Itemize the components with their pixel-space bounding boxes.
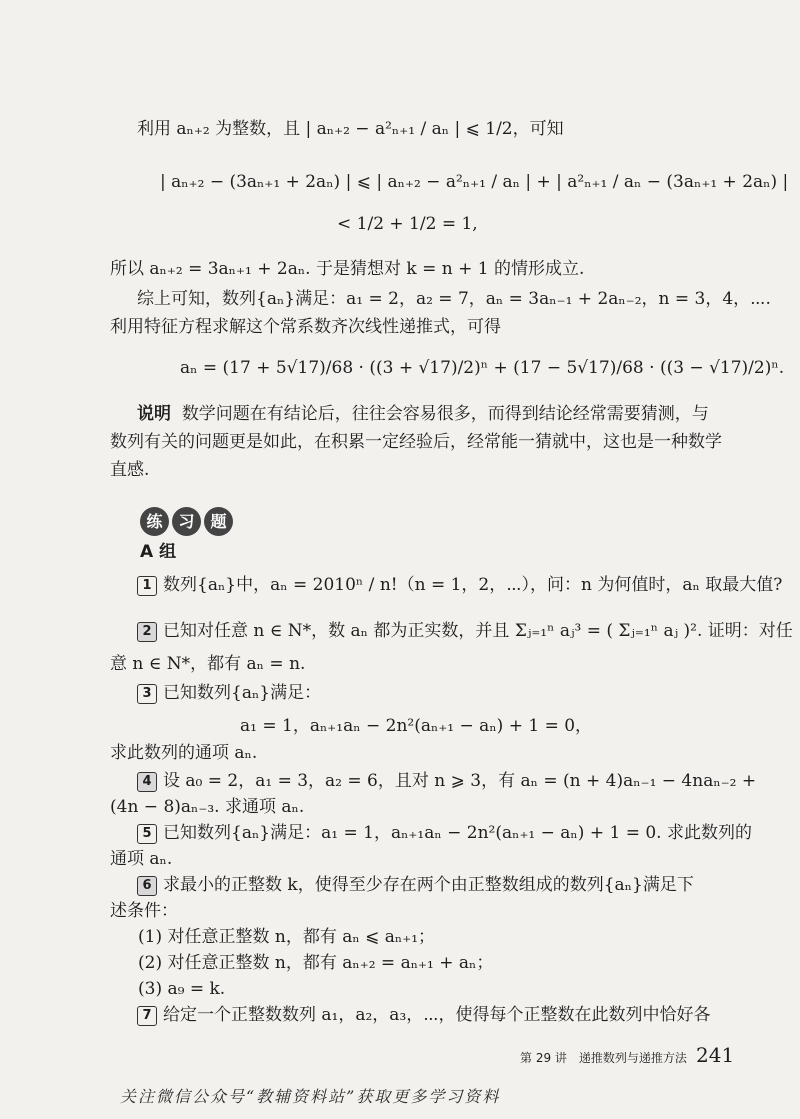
exercise-number-1: 1: [137, 576, 157, 596]
exercise-6-condition-1: (1) 对任意正整数 n，都有 aₙ ⩽ aₙ₊₁；: [138, 927, 436, 947]
chip-1: 练: [140, 507, 169, 536]
exercise-number-7: 7: [137, 1006, 157, 1026]
exercise-3-line-2: 求此数列的通项 aₙ.: [110, 743, 258, 763]
exercise-4-text: 设 a₀ = 2，a₁ = 3，a₂ = 6，且对 n ⩾ 3，有 aₙ = (n + 4)aₙ₋₁ − 4naₙ₋₂ +: [163, 771, 757, 791]
proof-line-4: 利用特征方程求解这个常系数齐次线性递推式，可得: [110, 317, 501, 337]
exercise-6-condition-3: (3) a₉ = k.: [138, 979, 226, 999]
exercise-number-3: 3: [137, 684, 157, 704]
note-line-1: [137, 403, 709, 425]
exercise-3-formula: a₁ = 1，aₙ₊₁aₙ − 2n²(aₙ₊₁ − aₙ) + 1 = 0，: [240, 716, 593, 736]
exercise-number-6: 6: [137, 876, 157, 896]
watermark-text: 关注微信公众号“教辅资料站”获取更多学习资料: [120, 1087, 501, 1106]
note-line-2: 数列有关的问题更是如此，在积累一定经验后，经常能一猜就中，这也是一种数学: [110, 432, 722, 452]
inequality-line-1: | aₙ₊₂ − (3aₙ₊₁ + 2aₙ) | ⩽ | aₙ₊₂ − a²ₙ₊₁ / aₙ | + | a²ₙ₊₁ / aₙ − (3aₙ₊₁ + 2aₙ) |: [160, 172, 789, 192]
chapter-title: 第 29 讲 递推数列与递推方法: [520, 1051, 687, 1065]
exercise-6: [137, 874, 694, 896]
note-text-1: 数学问题在有结论后，往往会容易很多，而得到结论经常需要猜测，与: [181, 404, 709, 424]
proof-line-3: 综上可知，数列{aₙ}满足：a₁ = 2，a₂ = 7，aₙ = 3aₙ₋₁ + 2aₙ₋₂，n = 3，4，⋯.: [137, 289, 771, 309]
exercise-4-line-2: (4n − 8)aₙ₋₃. 求通项 aₙ.: [110, 797, 305, 817]
exercise-2: [137, 620, 793, 642]
chip-3: 题: [204, 507, 233, 536]
exercise-5: [137, 822, 752, 844]
exercise-4: [137, 770, 756, 792]
proof-line-1: 利用 aₙ₊₂ 为整数，且 | aₙ₊₂ − a²ₙ₊₁ / aₙ | ⩽ 1/2，可知: [137, 119, 564, 139]
exercises-heading: [140, 507, 236, 536]
exercise-1: [137, 574, 782, 596]
exercise-3: [137, 682, 321, 704]
note-label: 说明: [137, 404, 171, 424]
exercise-2-line-2: 意 n ∈ N*，都有 aₙ = n.: [110, 654, 306, 674]
exercise-7: [137, 1004, 711, 1026]
running-footer: [520, 1043, 734, 1067]
exercise-6-text: 求最小的正整数 k，使得至少存在两个由正整数组成的数列{aₙ}满足下: [163, 875, 694, 895]
note-line-3: 直感.: [110, 460, 150, 480]
exercise-6-line-2: 述条件：: [110, 901, 178, 921]
exercise-number-4: 4: [137, 772, 157, 792]
group-title: A 组: [140, 542, 177, 562]
exercise-3-text: 已知数列{aₙ}满足：: [163, 683, 322, 703]
inequality-line-2: < 1/2 + 1/2 = 1,: [337, 214, 478, 234]
chip-2: 习: [172, 507, 201, 536]
exercise-1-text: 数列{aₙ}中，aₙ = 2010ⁿ / n!（n = 1，2，⋯），问：n 为何值时，aₙ 取最大值?: [163, 575, 783, 595]
proof-line-2: 所以 aₙ₊₂ = 3aₙ₊₁ + 2aₙ. 于是猜想对 k = n + 1 的情形成立.: [110, 259, 585, 279]
exercise-5-text: 已知数列{aₙ}满足：a₁ = 1，aₙ₊₁aₙ − 2n²(aₙ₊₁ − aₙ) + 1 = 0. 求此数列的: [163, 823, 752, 843]
exercise-number-5: 5: [137, 824, 157, 844]
exercise-number-2: 2: [137, 622, 157, 642]
exercise-2-text: 已知对任意 n ∈ N*，数 aₙ 都为正实数，并且 Σⱼ₌₁ⁿ aⱼ³ = ( Σⱼ₌₁ⁿ aⱼ )². 证明：对任: [163, 621, 793, 641]
closed-form-formula: aₙ = (17 + 5√17)/68 · ((3 + √17)/2)ⁿ + (17 − 5√17)/68 · ((3 − √17)/2)ⁿ.: [180, 358, 785, 378]
exercise-7-text: 给定一个正整数数列 a₁，a₂，a₃，⋯，使得每个正整数在此数列中恰好各: [163, 1005, 711, 1025]
exercise-6-condition-2: (2) 对任意正整数 n，都有 aₙ₊₂ = aₙ₊₁ + aₙ；: [138, 953, 494, 973]
exercise-5-line-2: 通项 aₙ.: [110, 849, 173, 869]
page-number: 241: [696, 1043, 735, 1067]
